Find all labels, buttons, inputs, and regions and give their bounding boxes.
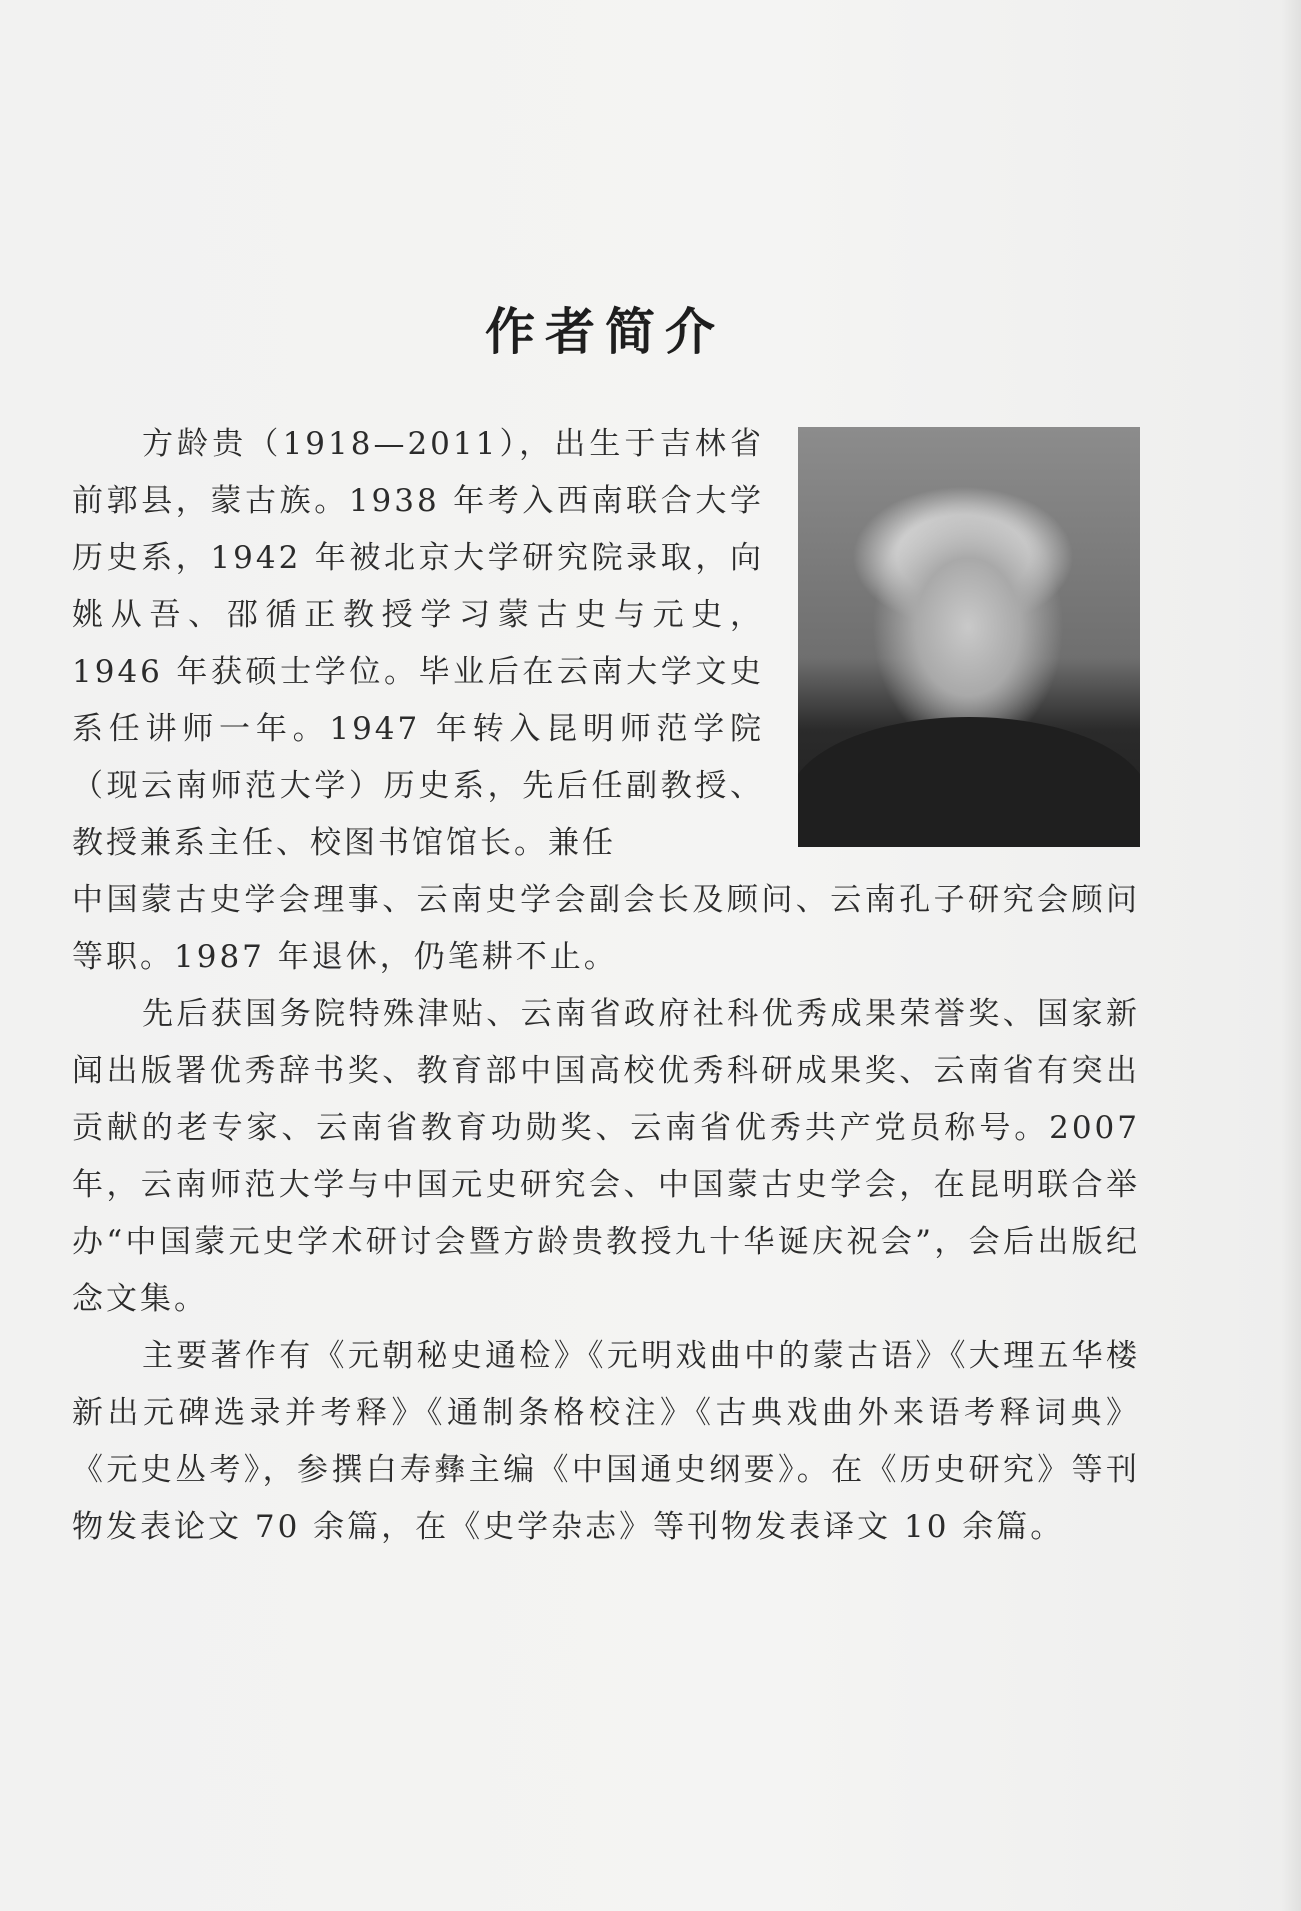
portrait-shoulders [798,717,1140,847]
works-paragraph-text: 主要著作有《元朝秘史通检》《元明戏曲中的蒙古语》《大理五华楼新出元碑选录并考释》《通制条格校注》《古典戏曲外来语考释词典》《元史丛考》，参撰白寿彝主编《中国通史纲要》。在《历史研究》等刊物发表论文 70 余篇，在《史学杂志》等刊物发表译文 10 余篇。 [72,1338,1140,1545]
bio-paragraph-1-continued-text: 中国蒙古史学会理事、云南史学会副会长及顾问、云南孔子研究会顾问等职。1987 年退休，仍笔耕不止。 [72,882,1140,975]
bio-paragraph-1 [72,416,764,872]
awards-paragraph-text: 先后获国务院特殊津贴、云南省政府社科优秀成果荣誉奖、国家新闻出版署优秀辞书奖、教育部中国高校优秀科研成果奖、云南省有突出贡献的老专家、云南省教育功勋奖、云南省优秀共产党员称号。2007 年，云南师范大学与中国元史研究会、中国蒙古史学会，在昆明联合举办“中国蒙元史学术研讨会暨方龄贵教授九十华诞庆祝会”，会后出版纪念文集。 [72,996,1140,1317]
bio-paragraph-1-continued [72,872,1140,986]
works-paragraph [72,1328,1140,1556]
awards-paragraph [72,986,1140,1328]
page-title: 作者简介 [485,302,725,361]
author-portrait-photo [798,427,1140,847]
bio-paragraph-1-text: 方龄贵（1918—2011），出生于吉林省前郭县，蒙古族。1938 年考入西南联合大学历史系，1942 年被北京大学研究院录取，向姚从吾、邵循正教授学习蒙古史与元史，1946 年获硕士学位。毕业后在云南大学文史系任讲师一年。1947 年转入昆明师范学院（现云南师范大学）历史系，先后任副教授、教授兼系主任、校图书馆馆长。兼任 [72,426,764,861]
